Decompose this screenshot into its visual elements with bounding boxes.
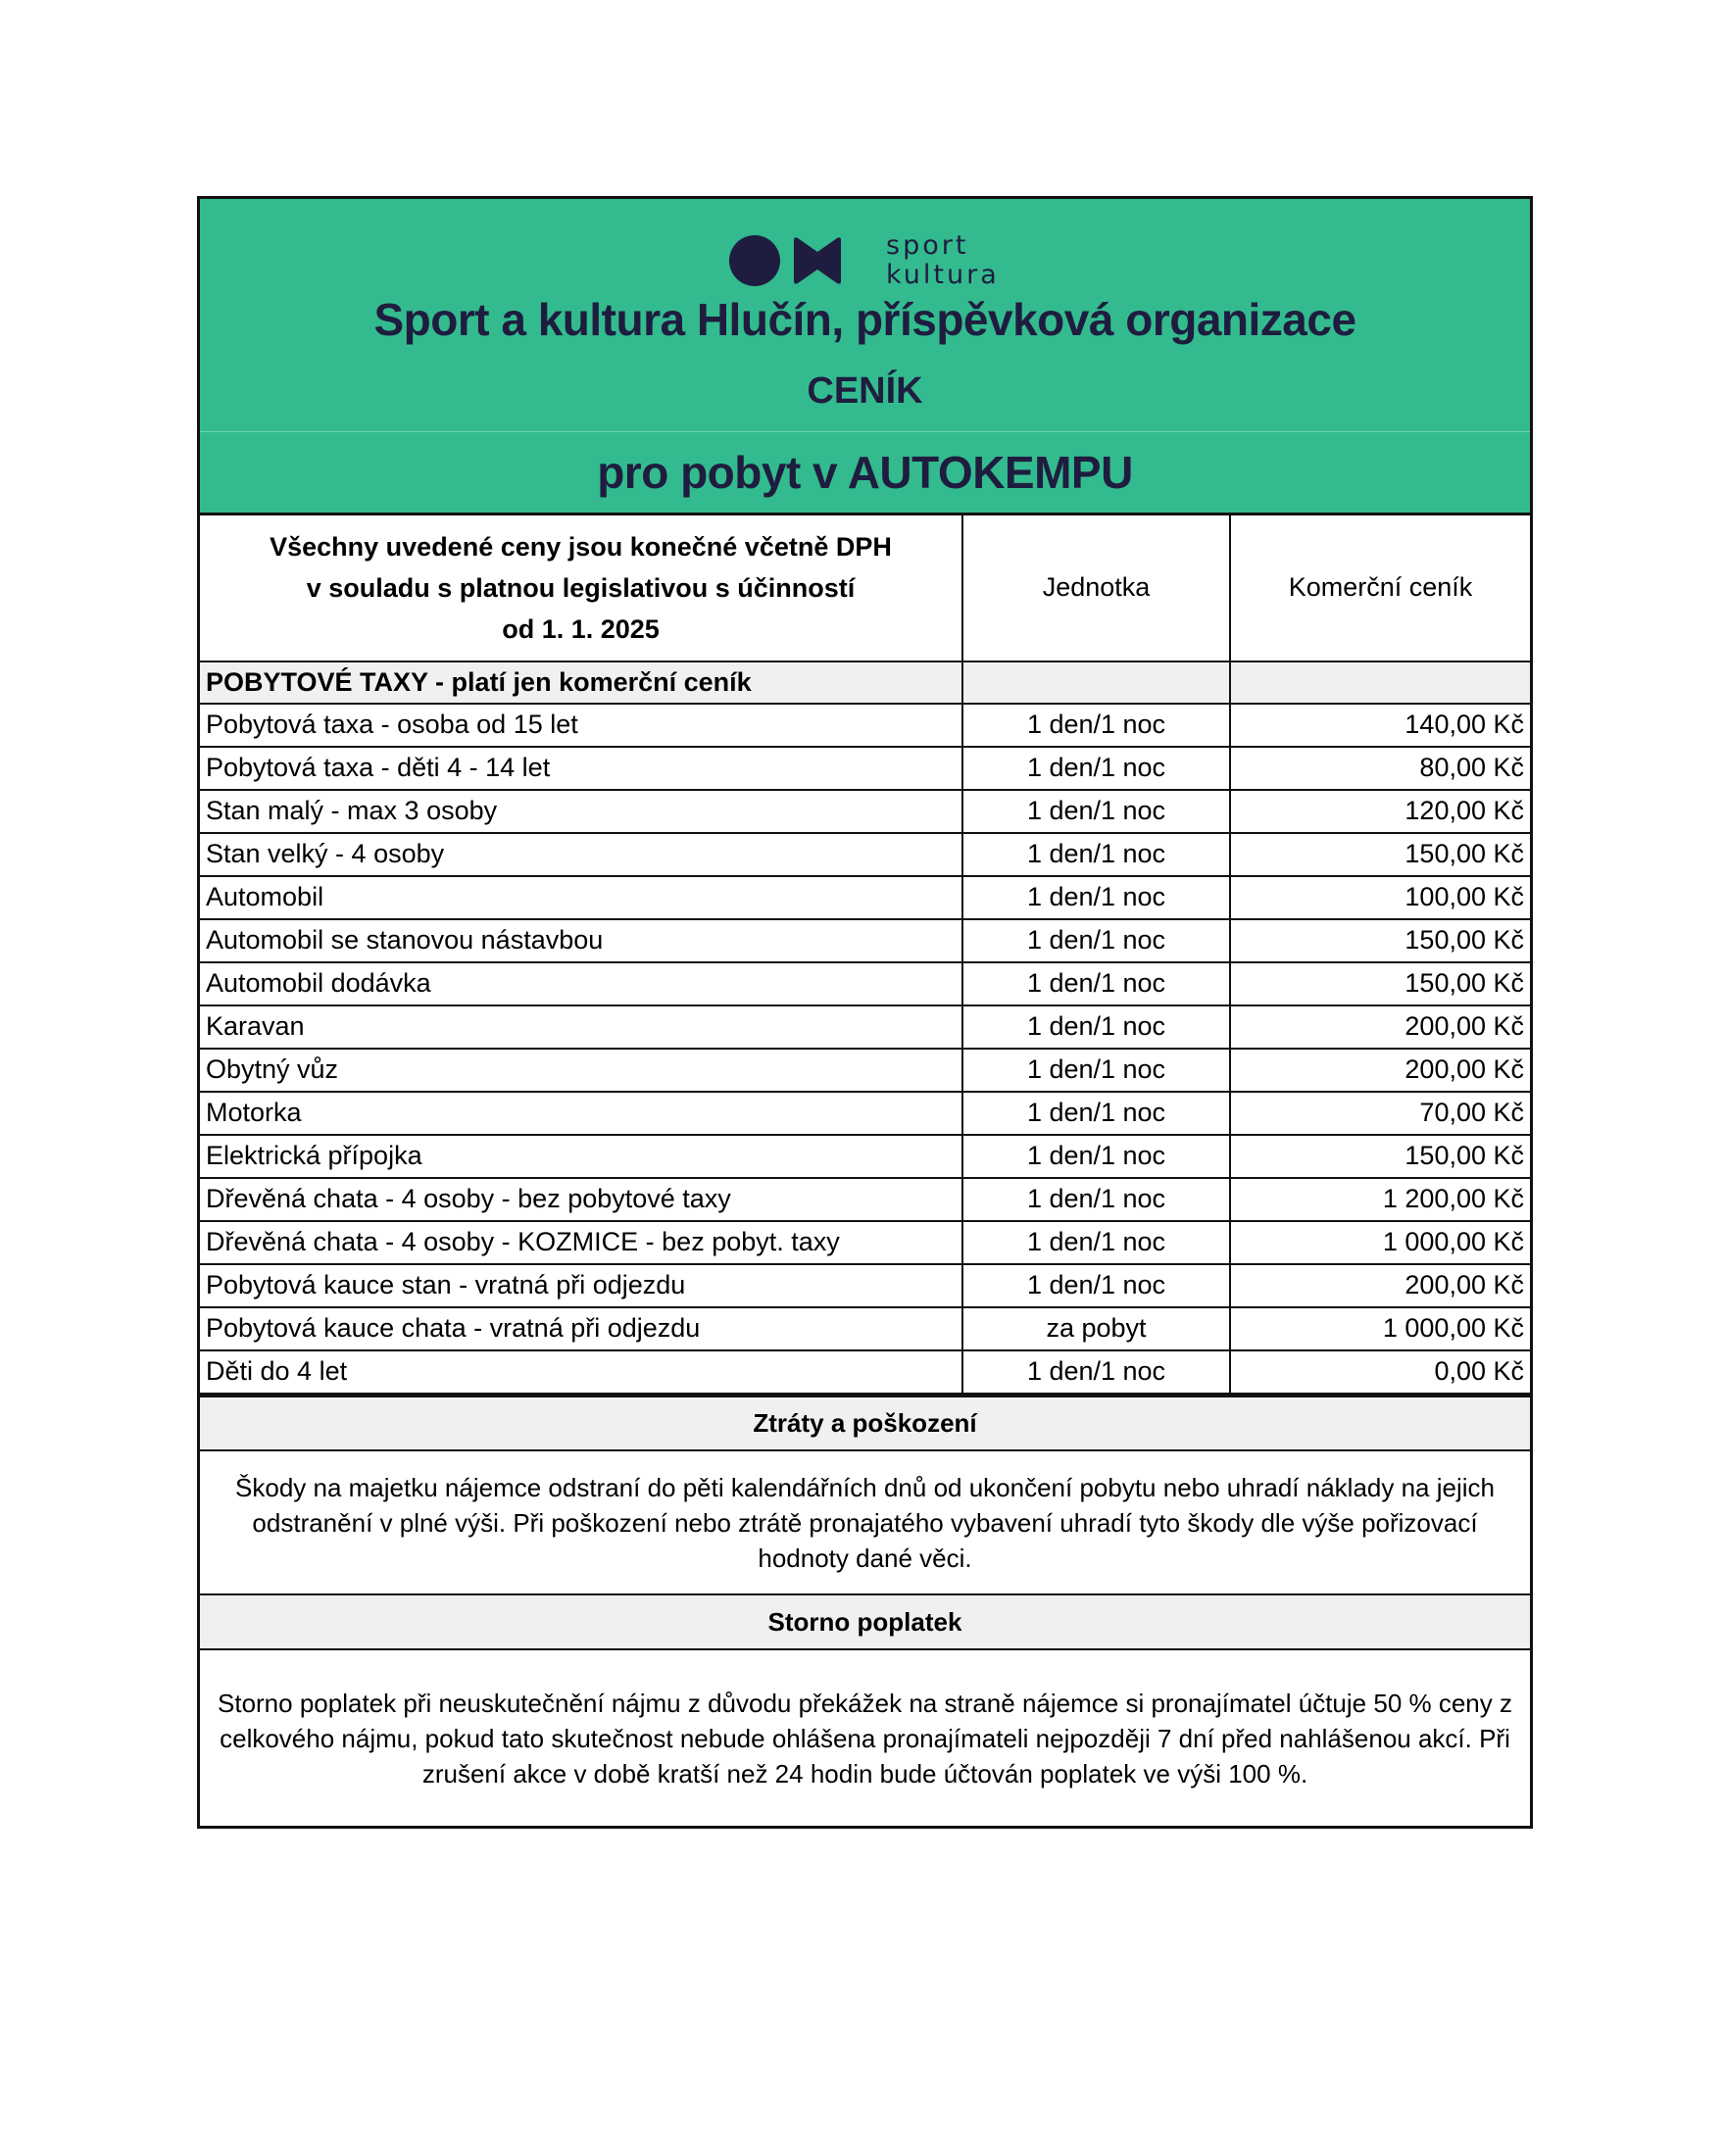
item-price: 1 000,00 Kč xyxy=(1230,1307,1530,1350)
item-price: 150,00 Kč xyxy=(1230,962,1530,1005)
item-name: Automobil se stanovou nástavbou xyxy=(200,919,962,962)
item-unit: 1 den/1 noc xyxy=(962,1221,1230,1264)
item-name: Pobytová kauce chata - vratná při odjezdu xyxy=(200,1307,962,1350)
item-unit: 1 den/1 noc xyxy=(962,1092,1230,1135)
losses-title: Ztráty a poškození xyxy=(200,1396,1530,1450)
item-name: Automobil xyxy=(200,876,962,919)
item-unit: 1 den/1 noc xyxy=(962,790,1230,833)
table-row xyxy=(200,704,1530,747)
header-top xyxy=(200,199,1530,432)
table-row xyxy=(200,919,1530,962)
table-row xyxy=(200,1049,1530,1092)
item-price: 200,00 Kč xyxy=(1230,1005,1530,1049)
item-price: 200,00 Kč xyxy=(1230,1049,1530,1092)
price-note-line: v souladu s platnou legislativou s účinností xyxy=(306,572,856,603)
item-price: 0,00 Kč xyxy=(1230,1350,1530,1394)
item-price: 1 200,00 Kč xyxy=(1230,1178,1530,1221)
organization-title: Sport a kultura Hlučín, příspěvková organizace xyxy=(373,294,1356,345)
item-price: 70,00 Kč xyxy=(1230,1092,1530,1135)
item-price: 150,00 Kč xyxy=(1230,919,1530,962)
item-unit: 1 den/1 noc xyxy=(962,1135,1230,1178)
price-table xyxy=(200,513,1530,1395)
logo-line-sport: sport xyxy=(886,230,969,261)
table-row xyxy=(200,833,1530,876)
item-price: 120,00 Kč xyxy=(1230,790,1530,833)
losses-text-row xyxy=(200,1450,1530,1594)
item-price: 100,00 Kč xyxy=(1230,876,1530,919)
item-name: Motorka xyxy=(200,1092,962,1135)
header-bottom xyxy=(200,432,1530,513)
item-name: Děti do 4 let xyxy=(200,1350,962,1394)
price-note-cell xyxy=(200,514,962,662)
item-unit: 1 den/1 noc xyxy=(962,962,1230,1005)
item-name: Stan malý - max 3 osoby xyxy=(200,790,962,833)
item-name: Obytný vůz xyxy=(200,1049,962,1092)
logo-line-kultura: kultura xyxy=(886,260,1000,290)
table-row xyxy=(200,1178,1530,1221)
table-row xyxy=(200,747,1530,790)
logo xyxy=(729,232,1000,289)
section-title: POBYTOVÉ TAXY - platí jen komerční ceník xyxy=(200,662,962,704)
price-note xyxy=(206,526,956,650)
column-header-unit: Jednotka xyxy=(962,514,1230,662)
item-name: Pobytová taxa - děti 4 - 14 let xyxy=(200,747,962,790)
item-unit: 1 den/1 noc xyxy=(962,1264,1230,1307)
table-row xyxy=(200,1307,1530,1350)
item-unit: 1 den/1 noc xyxy=(962,704,1230,747)
item-unit: 1 den/1 noc xyxy=(962,876,1230,919)
item-name: Dřevěná chata - 4 osoby - bez pobytové taxy xyxy=(200,1178,962,1221)
cancellation-text: Storno poplatek při neuskutečnění nájmu z důvodu překážek na straně nájemce si pronajímatel účtuje 50 % ceny z celkového nájmu, pokud tato skutečnost nebude ohlášena pronajímateli nejpozději 7 dní před nahlášenou akcí. Při zrušení akce v době kratší než 24 hodin bude účtován poplatek ve výši 100 %. xyxy=(200,1649,1530,1826)
item-name: Pobytová kauce stan - vratná při odjezdu xyxy=(200,1264,962,1307)
losses-text: Škody na majetku nájemce odstraní do pěti kalendářních dnů od ukončení pobytu nebo uhradí náklady na jejich odstranění v plné výši. Při poškození nebo ztrátě pronajatého vybavení uhradí tyto škody dle výše pořizovací hodnoty dané věci. xyxy=(200,1450,1530,1594)
item-unit: 1 den/1 noc xyxy=(962,1178,1230,1221)
section-empty-cell xyxy=(962,662,1230,704)
item-unit: 1 den/1 noc xyxy=(962,747,1230,790)
table-row xyxy=(200,1092,1530,1135)
header-banner xyxy=(200,199,1530,513)
item-name: Elektrická přípojka xyxy=(200,1135,962,1178)
losses-header-row xyxy=(200,1396,1530,1450)
item-unit: 1 den/1 noc xyxy=(962,1350,1230,1394)
table-header-row xyxy=(200,514,1530,662)
table-row xyxy=(200,1350,1530,1394)
item-price: 150,00 Kč xyxy=(1230,1135,1530,1178)
price-note-line: Všechny uvedené ceny jsou konečné včetně DPH xyxy=(270,531,892,562)
table-row xyxy=(200,1005,1530,1049)
table-row xyxy=(200,790,1530,833)
item-name: Pobytová taxa - osoba od 15 let xyxy=(200,704,962,747)
cancellation-header-row xyxy=(200,1594,1530,1649)
cancellation-title: Storno poplatek xyxy=(200,1594,1530,1649)
item-unit: 1 den/1 noc xyxy=(962,1005,1230,1049)
table-row xyxy=(200,1221,1530,1264)
price-list-sheet xyxy=(197,196,1533,1829)
table-row xyxy=(200,1264,1530,1307)
item-unit: 1 den/1 noc xyxy=(962,833,1230,876)
logo-symbol-icon xyxy=(729,234,845,287)
item-name: Dřevěná chata - 4 osoby - KOZMICE - bez pobyt. taxy xyxy=(200,1221,962,1264)
item-name: Automobil dodávka xyxy=(200,962,962,1005)
logo-mark-icon xyxy=(729,234,845,287)
logo-text xyxy=(886,231,1000,290)
table-row xyxy=(200,876,1530,919)
item-price: 140,00 Kč xyxy=(1230,704,1530,747)
section-row xyxy=(200,662,1530,704)
terms-table xyxy=(200,1395,1530,1827)
column-header-price: Komerční ceník xyxy=(1230,514,1530,662)
item-unit: 1 den/1 noc xyxy=(962,919,1230,962)
item-name: Karavan xyxy=(200,1005,962,1049)
item-name: Stan velký - 4 osoby xyxy=(200,833,962,876)
item-unit: 1 den/1 noc xyxy=(962,1049,1230,1092)
document-subtitle: pro pobyt v AUTOKEMPU xyxy=(597,447,1133,498)
price-note-line: od 1. 1. 2025 xyxy=(502,613,660,644)
item-price: 200,00 Kč xyxy=(1230,1264,1530,1307)
section-empty-cell xyxy=(1230,662,1530,704)
cancellation-text-row xyxy=(200,1649,1530,1826)
item-price: 1 000,00 Kč xyxy=(1230,1221,1530,1264)
document-title: CENÍK xyxy=(807,370,923,412)
table-row xyxy=(200,962,1530,1005)
item-price: 150,00 Kč xyxy=(1230,833,1530,876)
table-row xyxy=(200,1135,1530,1178)
item-unit: za pobyt xyxy=(962,1307,1230,1350)
item-price: 80,00 Kč xyxy=(1230,747,1530,790)
